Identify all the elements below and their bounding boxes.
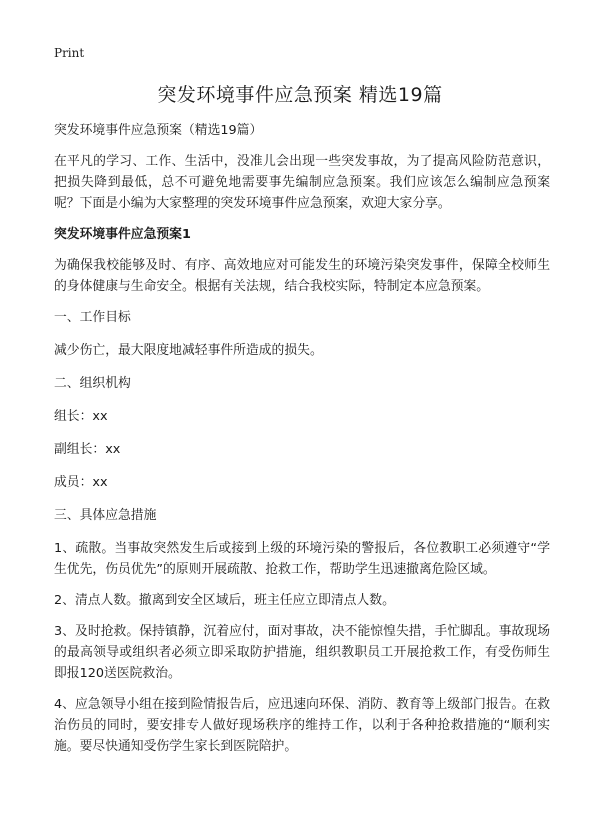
org-leader: 组长：xx <box>54 409 108 424</box>
measure-item: 2、清点人数。撤离到安全区域后，班主任应立即清点人数。 <box>54 593 395 608</box>
purpose-paragraph: 为确保我校能够及时、有序、高效地应对可能发生的环境污染突发事件，保障全校师生的身体健康与生命安全。根据有关法规，结合我校实际，特制定本应急预案。 <box>54 258 550 294</box>
page-title: 突发环境事件应急预案 精选19篇 <box>157 84 443 106</box>
measures-heading: 三、具体应急措施 <box>54 508 157 523</box>
document-body <box>54 120 550 767</box>
intro-paragraph: 在平凡的学习、工作、生活中，没准儿会出现一些突发事故，为了提高风险防范意识，把损失降到最低，总不可避免地需要事先编制应急预案。我们应该怎么编制应急预案呢？下面是小编为大家整理的突发环境事件应急预案，欢迎大家分享。 <box>54 154 550 211</box>
document-subtitle: 突发环境事件应急预案（精选19篇） <box>54 123 263 138</box>
section-heading: 突发环境事件应急预案1 <box>54 227 191 242</box>
measure-item: 1、疏散。当事故突然发生后或接到上级的环境污染的警报后，各位教职工必须遵守“学生优先，伤员优先”的原则开展疏散、抢救工作，帮助学生迅速撤离危险区域。 <box>54 541 550 577</box>
org-deputy: 副组长：xx <box>54 442 121 457</box>
goal-text: 减少伤亡，最大限度地减轻事件所造成的损失。 <box>54 343 323 358</box>
goal-heading: 一、工作目标 <box>54 310 131 325</box>
org-members: 成员：xx <box>54 475 108 490</box>
measure-item: 3、及时抢救。保持镇静，沉着应付，面对事故，决不能惊惶失措，手忙脚乱。事故现场的最高领导或组织者必须立即采取防护措施，组织教职员工开展抢救工作，有受伤师生即报120送医院救治。 <box>54 624 550 681</box>
measure-item: 4、应急领导小组在接到险情报告后，应迅速向环保、消防、教育等上级部门报告。在救治伤员的同时，要安排专人做好现场秩序的维持工作，以利于各种抢救措施的“顺利实施。要尽快通知受伤学生家长到医院陪护。 <box>54 697 550 754</box>
org-heading: 二、组织机构 <box>54 376 131 391</box>
print-link[interactable]: Print <box>54 46 85 60</box>
